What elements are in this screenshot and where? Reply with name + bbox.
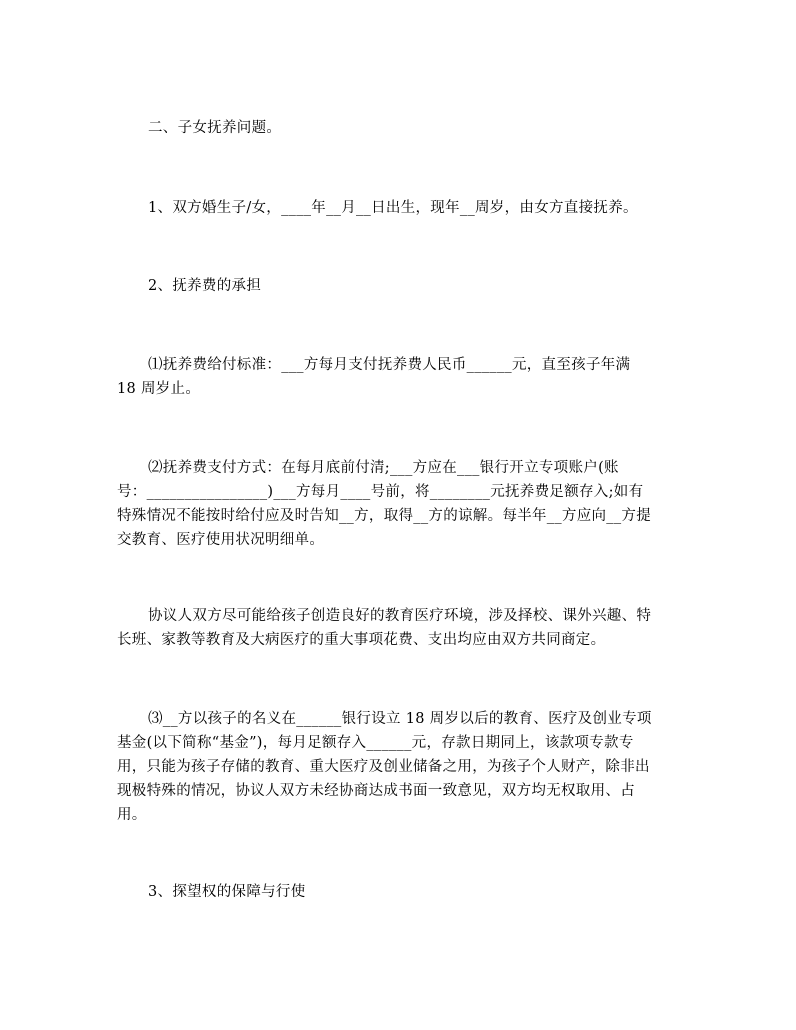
clause-3-education-fund	[117, 707, 677, 827]
heading-text: 二、子女抚养问题。	[148, 120, 282, 136]
item-2-heading-text: 2、抚养费的承担	[148, 278, 262, 294]
agreement-line: 长班、家教等教育及大病医疗的重大事项花费、支出均应由双方共同商定。	[117, 632, 606, 648]
clause-3-line: 基金(以下简称“基金”)，每月足额存入______元，存款日期同上，该款项专款专	[117, 735, 634, 751]
clause-2-line: 号：________________)___方每月____号前，将________元抚养费足额存入;如有	[117, 484, 644, 500]
clause-1-payment-standard	[117, 353, 677, 401]
item-3-heading-text: 3、探望权的保障与行使	[148, 884, 306, 900]
clause-2-line: 特殊情况不能按时给付应及时告知__方，取得__方的谅解。每半年__方应向__方提	[117, 508, 651, 524]
item-3-heading	[117, 880, 677, 904]
item-1-text: 1、双方婚生子/女，____年__月__日出生，现年__周岁，由女方直接抚养。	[148, 200, 638, 216]
clause-1-line: 18 周岁止。	[117, 381, 201, 397]
clause-3-line: ⑶__方以孩子的名义在______银行设立 18 周岁以后的教育、医疗及创业专项	[148, 711, 652, 727]
clause-3-line: 用，只能为孩子存储的教育、重大医疗及创业储备之用，为孩子个人财产，除非出	[117, 759, 650, 775]
item-2-heading	[117, 274, 677, 298]
clause-1-line: ⑴抚养费给付标准：___方每月支付抚养费人民币______元，直至孩子年满	[148, 357, 631, 373]
clause-3-line: 现极特殊的情况，协议人双方未经协商达成书面一致意见，双方均无权取用、占	[117, 783, 635, 799]
agreement-line: 协议人双方尽可能给孩子创造良好的教育医疗环境，涉及择校、课外兴趣、特	[148, 608, 652, 624]
clause-2-line: ⑵抚养费支付方式：在每月底前付清;___方应在___银行开立专项账户(账	[148, 460, 619, 476]
item-1-custody	[117, 196, 677, 220]
clause-2-line: 交教育、医疗使用状况明细单。	[117, 532, 325, 548]
section-heading-child-custody	[117, 116, 677, 140]
agreement-paragraph	[117, 604, 677, 652]
clause-2-payment-method	[117, 456, 677, 552]
clause-3-line: 用。	[117, 807, 147, 823]
